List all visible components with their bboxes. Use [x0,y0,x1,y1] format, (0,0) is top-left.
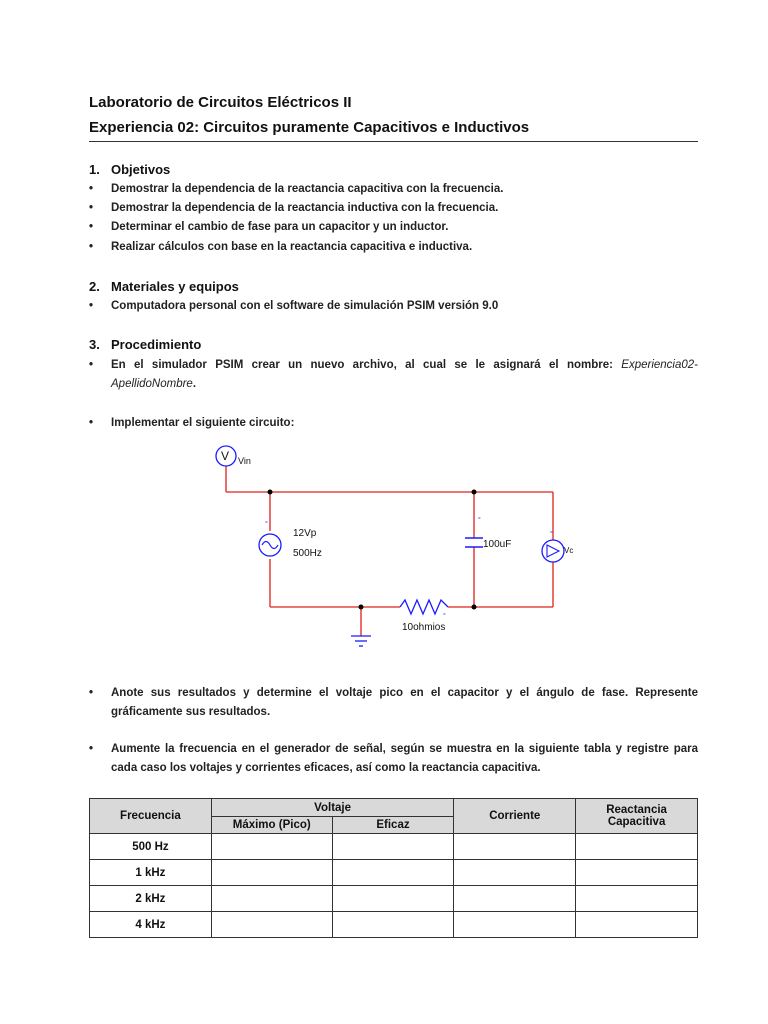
cell-empty [211,860,332,886]
list-item-text: Anote sus resultados y determine el voltaje pico en el capacitor y el ángulo de fase. Represente gráficamente sus resultados. [111,687,698,718]
ground-icon [351,636,371,646]
vin-label: Vin [238,456,251,466]
polarity-marker: ° [478,517,481,524]
cell-empty [576,886,698,912]
vc-label: Vc [564,546,574,555]
cell-empty [332,860,454,886]
list-item-text: Computadora personal con el software de simulación PSIM versión 9.0 [111,300,499,312]
bullet: • [89,300,94,312]
table-row [90,912,698,938]
list-item [89,356,698,394]
experiment-title: Experiencia 02: Circuitos puramente Capacitivos e Inductivos [89,119,530,136]
polarity-marker: ° [443,613,446,620]
list-item [89,297,698,316]
bullet: • [89,417,94,429]
cell-empty [454,886,576,912]
resistor-label: 10ohmios [402,622,446,633]
cell-empty [454,860,576,886]
cell-empty [332,886,454,912]
list-item-text: Aumente la frecuencia en el generador de señal, según se muestra en la siguiente tabla y registre para cada caso los voltajes y corrientes eficaces, así como la reactancia capacitiva. [111,743,698,774]
capacitor-label: 100uF [483,539,512,550]
header-divider [89,141,698,142]
cell-empty [211,912,332,938]
node-dot [472,490,477,495]
section-title: Procedimiento [111,337,202,352]
cell-frequency: 500 Hz [90,834,212,860]
bullet: • [89,359,94,371]
cell-empty [454,834,576,860]
cell-empty [454,912,576,938]
list-item-text: Implementar el siguiente circuito: [111,417,295,429]
section-number: 2. [89,279,100,294]
header-corriente: Corriente [454,799,576,834]
bullet: • [89,743,94,755]
list-item-text: En el simulador PSIM crear un nuevo archivo, al cual se le asignará el nombre: [111,359,622,371]
section-number: 3. [89,337,100,352]
lab-title: Laboratorio de Circuitos Eléctricos II [89,94,352,111]
cell-empty [576,912,698,938]
bullet: • [89,221,94,233]
polarity-marker: ° [265,521,268,528]
list-item-text: Demostrar la dependencia de la reactancia capacitiva con la frecuencia. [111,183,504,195]
bullet: • [89,241,94,253]
voltmeter-symbol: V [221,449,230,463]
header-frecuencia: Frecuencia [90,799,212,834]
bullet: • [89,202,94,214]
node-dot [472,605,477,610]
list-item [89,218,698,237]
cell-empty [211,834,332,860]
section-title: Materiales y equipos [111,279,239,294]
list-item-text: Realizar cálculos con base en la reactancia capacitiva e inductiva. [111,241,473,253]
header-reactancia: Reactancia Capacitiva [576,799,698,834]
list-item [89,199,698,218]
source-voltage-label: 12Vp [293,528,317,539]
section-procedimiento-heading [89,337,201,352]
table-row [90,886,698,912]
cell-empty [576,860,698,886]
section-materiales-heading [89,279,239,294]
file-name: Experiencia02-ApellidoNombre [111,359,698,390]
section-title: Objetivos [111,162,171,177]
list-item [89,238,698,257]
list-item [89,414,698,433]
bullet: • [89,183,94,195]
cell-frequency: 1 kHz [90,860,212,886]
header-maximo: Máximo (Pico) [211,817,332,834]
circuit-diagram [200,438,574,658]
list-item [89,740,698,778]
cell-frequency: 2 kHz [90,886,212,912]
list-item-text: Demostrar la dependencia de la reactancia inductiva con la frecuencia. [111,202,499,214]
bullet: • [89,687,94,699]
node-dot [359,605,364,610]
source-frequency-label: 500Hz [293,548,322,559]
cell-empty [211,886,332,912]
table-row [90,834,698,860]
section-number: 1. [89,162,100,177]
list-item-text: Determinar el cambio de fase para un capacitor y un inductor. [111,221,449,233]
cell-empty [576,834,698,860]
cell-empty [332,834,454,860]
list-item [89,684,698,722]
table-row [90,860,698,886]
node-dot [268,490,273,495]
cell-empty [332,912,454,938]
voltmeter-vc-icon [542,540,564,562]
resistor-icon [400,600,448,614]
section-objetivos-heading [89,162,170,177]
cell-frequency: 4 kHz [90,912,212,938]
list-item-end: . [192,378,197,390]
list-item [89,180,698,199]
results-table [89,798,698,938]
header-voltaje: Voltaje [211,799,454,817]
header-eficaz: Eficaz [332,817,454,834]
polarity-marker: ° [550,531,553,538]
